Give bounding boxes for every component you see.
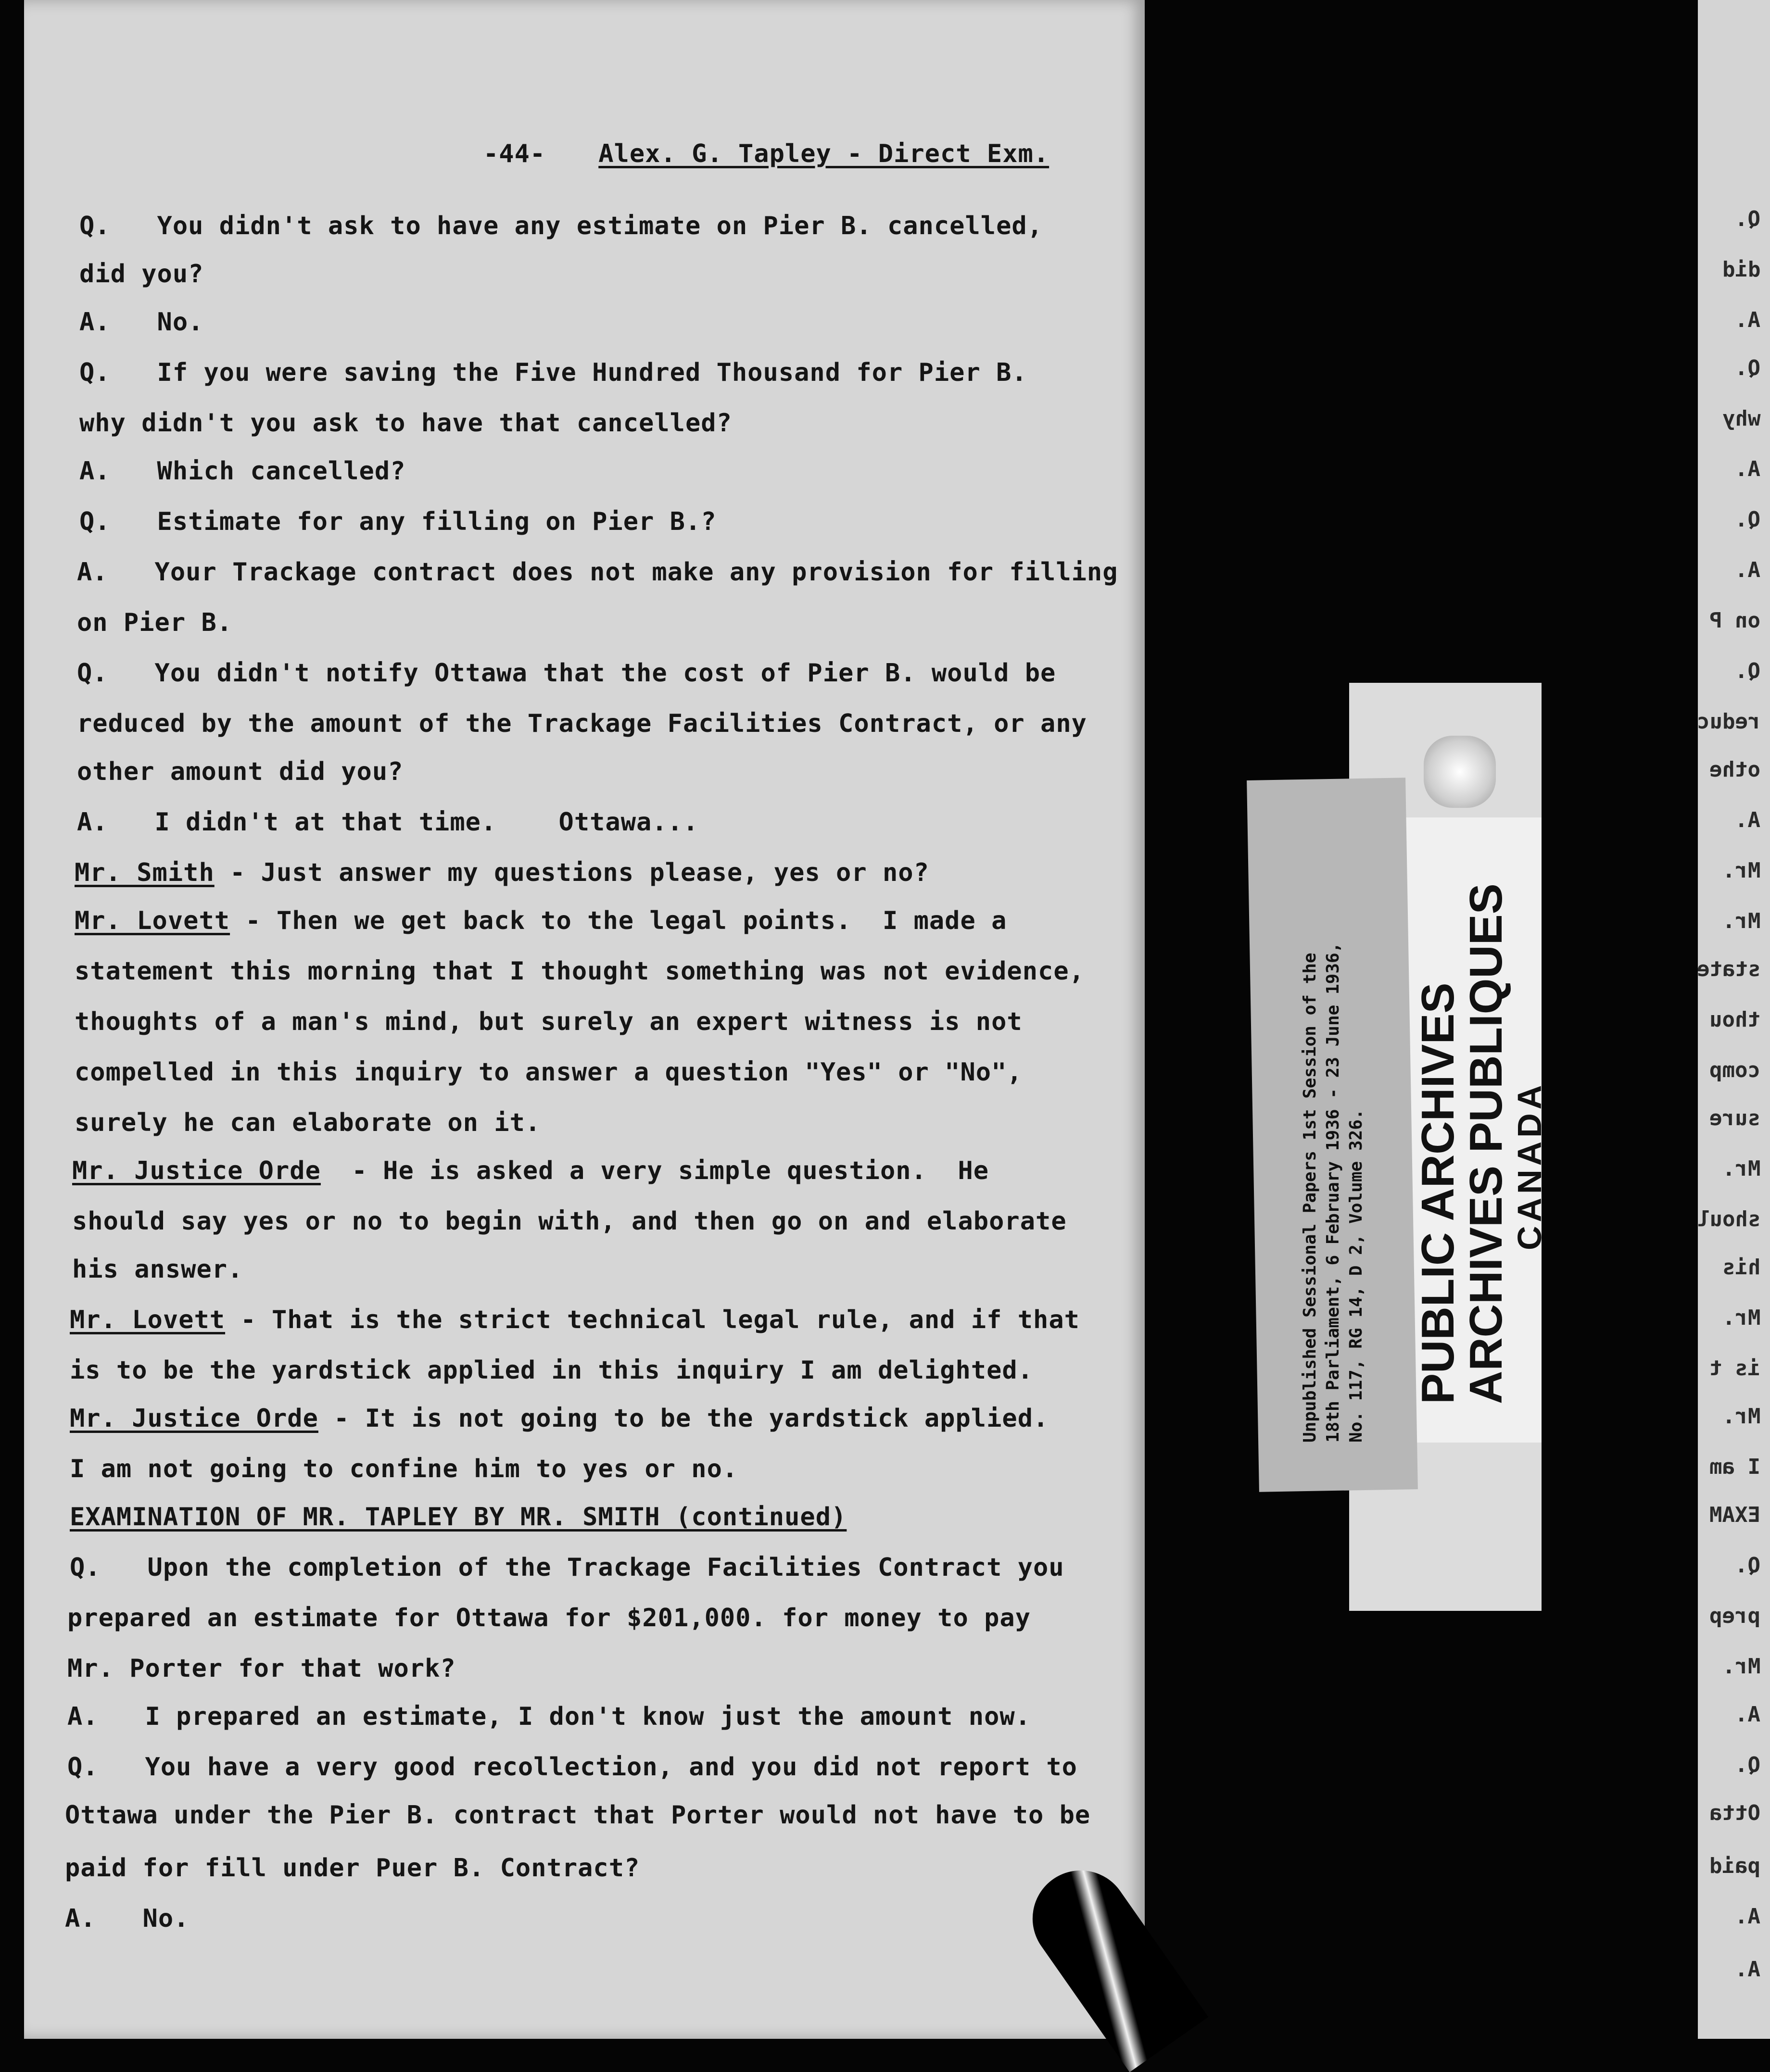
edge-text: A.	[1735, 1702, 1760, 1727]
text-line: should say yes or no to begin with, and then go on and elaborate	[72, 1207, 1067, 1236]
text-line: Q. If you were saving the Five Hundred Thousand for Pier B.	[79, 358, 1027, 387]
edge-text: A.	[1735, 558, 1760, 582]
edge-text: is t	[1709, 1356, 1760, 1381]
document-page	[24, 0, 1145, 2039]
speaker-text: - That is the strict technical legal rule, and if that	[225, 1306, 1080, 1334]
speaker-line	[75, 904, 1007, 938]
speaker-name: Mr. Lovett	[70, 1306, 226, 1334]
edge-text: Mr.	[1722, 1156, 1760, 1181]
edge-text: Q.	[1735, 659, 1760, 683]
edge-text: why	[1722, 406, 1760, 431]
edge-text: EXAM	[1709, 1503, 1760, 1527]
text-line: surely he can elaborate on it.	[75, 1108, 541, 1137]
text-line: Ottawa under the Pier B. contract that Porter would not have to be	[65, 1801, 1091, 1830]
stamp-archives-publiques: ARCHIVES PUBLIQUES	[1460, 883, 1512, 1404]
edge-text: othe	[1709, 757, 1760, 782]
stamp-canada: CANADA	[1511, 1081, 1548, 1250]
text-line: Mr. Porter for that work?	[67, 1654, 456, 1683]
edge-text: thou	[1709, 1007, 1760, 1032]
edge-text: Mr.	[1722, 858, 1760, 883]
speaker-text: - He is asked a very simple question. He	[320, 1156, 989, 1185]
text-line: other amount did you?	[77, 757, 404, 786]
edge-text: Q.	[1735, 356, 1760, 380]
text-line: Q. You have a very good recollection, and you did not report to	[67, 1753, 1077, 1782]
text-line: A. I prepared an estimate, I don't know just the amount now.	[67, 1702, 1031, 1731]
edge-text: A.	[1735, 1957, 1760, 1982]
page-number: -44-	[483, 139, 546, 168]
text-line: Q. Estimate for any filling on Pier B.?	[79, 507, 717, 536]
reference-line: Unpublished Sessional Papers 1st Session of the	[1300, 953, 1320, 1443]
stamp-public-archives: PUBLIC ARCHIVES	[1412, 982, 1464, 1404]
speaker-line	[72, 1154, 989, 1188]
text-line: thoughts of a man's mind, but surely an expert witness is not	[75, 1007, 1023, 1036]
text-line: why didn't you ask to have that cancelled?	[79, 409, 732, 438]
speaker-name: Mr. Lovett	[75, 906, 230, 935]
edge-text: state	[1696, 957, 1760, 981]
edge-text: paid	[1709, 1854, 1760, 1878]
text-line: reduced by the amount of the Trackage Facilities Contract, or any	[77, 709, 1087, 738]
page-header	[483, 137, 1049, 171]
text-line: A. No.	[79, 308, 204, 337]
adjacent-page-edge	[1698, 0, 1770, 2039]
edge-text: Mr.	[1722, 1404, 1760, 1429]
text-line: is to be the yardstick applied in this inquiry I am delighted.	[70, 1356, 1034, 1385]
edge-text: comp	[1709, 1058, 1760, 1082]
text-line: his answer.	[72, 1255, 243, 1284]
text-line: compelled in this inquiry to answer a question "Yes" or "No",	[75, 1058, 1023, 1087]
text-line: on Pier B.	[77, 608, 233, 637]
edge-text: reduc	[1696, 709, 1760, 734]
edge-text: shoul	[1696, 1207, 1760, 1231]
edge-text: Mr.	[1722, 909, 1760, 933]
edge-text: A.	[1735, 808, 1760, 832]
text-line: A. Which cancelled?	[79, 457, 406, 486]
edge-text: sure	[1709, 1106, 1760, 1130]
edge-text: A.	[1735, 457, 1760, 481]
edge-text: Mr.	[1722, 1654, 1760, 1679]
edge-text: A.	[1735, 308, 1760, 332]
text-line: did you?	[79, 260, 204, 289]
edge-text: Q.	[1735, 507, 1760, 532]
edge-text: prep	[1709, 1604, 1760, 1628]
text-line: Q. You didn't ask to have any estimate on Pier B. cancelled,	[79, 212, 1043, 240]
speaker-name: Mr. Justice Orde	[70, 1404, 318, 1433]
text-line: Q. Upon the completion of the Trackage Facilities Contract you	[70, 1553, 1064, 1582]
edge-text: on P	[1709, 608, 1760, 633]
speaker-name: Mr. Justice Orde	[72, 1156, 321, 1185]
edge-text: Q.	[1735, 1753, 1760, 1777]
text-line: A. I didn't at that time. Ottawa...	[77, 808, 699, 837]
edge-text: did	[1722, 257, 1760, 282]
text-line: A. Your Trackage contract does not make any provision for filling	[77, 558, 1118, 587]
edge-text: his	[1722, 1255, 1760, 1280]
speaker-line	[70, 1402, 1049, 1435]
edge-text: Otta	[1709, 1801, 1760, 1825]
edge-text: A.	[1735, 1904, 1760, 1929]
speaker-line	[70, 1303, 1080, 1337]
text-line: paid for fill under Puer B. Contract?	[65, 1854, 640, 1883]
edge-text: Mr.	[1722, 1306, 1760, 1330]
reference-line: 18th Parliament, 6 February 1936 - 23 June 1936,	[1323, 942, 1343, 1443]
section-heading: EXAMINATION OF MR. TAPLEY BY MR. SMITH (continued)	[70, 1503, 847, 1532]
speaker-name: Mr. Smith	[75, 858, 215, 887]
text-line: statement this morning that I thought something was not evidence,	[75, 957, 1085, 986]
text-line: I am not going to confine him to yes or no.	[70, 1455, 738, 1483]
speaker-line	[75, 856, 929, 890]
string-knot	[1424, 736, 1496, 808]
reference-line: No. 117, RG 14, D 2, Volume 326.	[1346, 1109, 1366, 1443]
speaker-text: - Just answer my questions please, yes or no?	[214, 858, 929, 887]
edge-text: Q.	[1735, 207, 1760, 231]
archive-reference	[1299, 942, 1368, 1443]
text-line: Q. You didn't notify Ottawa that the cost of Pier B. would be	[77, 659, 1056, 688]
edge-text: I am	[1709, 1455, 1760, 1479]
text-line: prepared an estimate for Ottawa for $201,000. for money to pay	[67, 1604, 1031, 1632]
speaker-text: - Then we get back to the legal points. I made a	[230, 906, 1007, 935]
edge-text: Q.	[1735, 1553, 1760, 1578]
speaker-text: - It is not going to be the yardstick applied.	[318, 1404, 1049, 1433]
page-title: Alex. G. Tapley - Direct Exm.	[598, 139, 1049, 168]
text-line: A. No.	[65, 1904, 190, 1933]
